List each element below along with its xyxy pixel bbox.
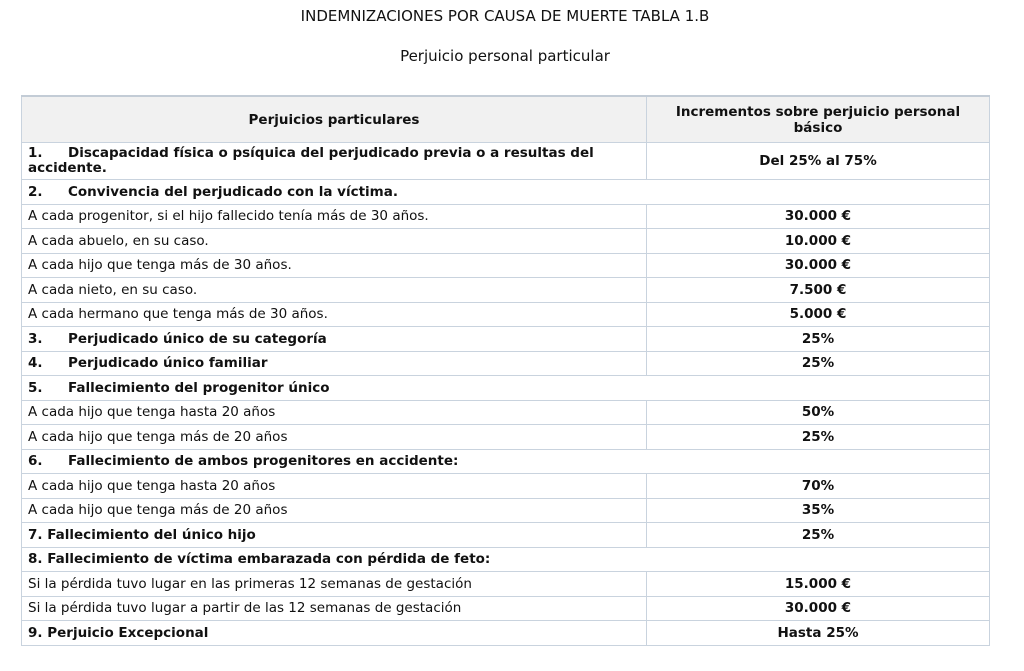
table-row <box>22 278 990 303</box>
section-heading-cell <box>22 180 990 205</box>
table-header-row <box>22 96 990 143</box>
item-label-cell <box>22 596 647 621</box>
section-label: Perjuicio Excepcional <box>47 624 209 641</box>
item-label: Si la pérdida tuvo lugar en las primeras 12 semanas de gestación <box>28 575 472 592</box>
table-row <box>22 498 990 523</box>
section-label: Fallecimiento del progenitor único <box>68 379 330 396</box>
item-label-cell <box>22 278 647 303</box>
section-heading-cell <box>22 547 990 572</box>
item-label: A cada hijo que tenga más de 20 años <box>28 428 288 445</box>
item-label-cell <box>22 229 647 254</box>
increment-value-cell: 35% <box>647 498 990 523</box>
section-label: Fallecimiento del único hijo <box>47 526 256 543</box>
item-label-cell <box>22 302 647 327</box>
increment-value-cell: 7.500 € <box>647 278 990 303</box>
item-label: A cada hijo que tenga hasta 20 años <box>28 404 276 421</box>
table-row <box>22 400 990 425</box>
table-row <box>22 302 990 327</box>
item-label-cell <box>22 572 647 597</box>
item-label: A cada hijo que tenga más de 30 años. <box>28 257 292 274</box>
section-label: Perjudicado único de su categoría <box>68 330 327 347</box>
increment-value-cell: Del 25% al 75% <box>647 143 990 180</box>
section-number: 5. <box>28 379 43 396</box>
increment-value-cell: 25% <box>647 425 990 450</box>
item-label: Si la pérdida tuvo lugar a partir de las 12 semanas de gestación <box>28 600 462 617</box>
section-heading-cell <box>22 351 647 376</box>
increment-value-cell: 70% <box>647 474 990 499</box>
table-body <box>22 143 990 646</box>
increment-value-cell: 30.000 € <box>647 596 990 621</box>
increment-value-cell: 50% <box>647 400 990 425</box>
table-header <box>22 96 990 143</box>
table-row <box>22 449 990 474</box>
item-label: A cada progenitor, si el hijo fallecido tenía más de 30 años. <box>28 208 429 225</box>
section-heading-cell <box>22 143 647 180</box>
item-label: A cada hermano que tenga más de 30 años. <box>28 306 328 323</box>
item-label: A cada hijo que tenga más de 20 años <box>28 502 288 519</box>
increment-value-cell: 25% <box>647 351 990 376</box>
increment-value-cell: 10.000 € <box>647 229 990 254</box>
header-incrementos: Incrementos sobre perjuicio personal básico <box>647 96 990 143</box>
table-row <box>22 474 990 499</box>
section-heading-cell <box>22 327 647 352</box>
section-number: 8. <box>28 551 43 568</box>
section-number: 7. <box>28 526 43 543</box>
item-label-cell <box>22 498 647 523</box>
section-number: 4. <box>28 355 43 372</box>
item-label: A cada hijo que tenga hasta 20 años <box>28 477 276 494</box>
header-perjuicios-particulares: Perjuicios particulares <box>22 96 647 143</box>
table-row <box>22 596 990 621</box>
section-heading-cell <box>22 621 647 646</box>
section-heading-cell <box>22 376 990 401</box>
section-number: 3. <box>28 330 43 347</box>
increment-value-cell: 30.000 € <box>647 253 990 278</box>
item-label-cell <box>22 400 647 425</box>
increment-value-cell: Hasta 25% <box>647 621 990 646</box>
item-label: A cada nieto, en su caso. <box>28 281 198 298</box>
increment-value-cell: 5.000 € <box>647 302 990 327</box>
damages-table-container <box>21 95 990 646</box>
section-heading-cell <box>22 449 990 474</box>
table-row <box>22 327 990 352</box>
table-row <box>22 253 990 278</box>
section-number: 6. <box>28 453 43 470</box>
section-label: Discapacidad física o psíquica del perjudicado previa o a resultas del accidente. <box>28 145 594 176</box>
table-row <box>22 204 990 229</box>
section-label: Convivencia del perjudicado con la víctima. <box>68 183 398 200</box>
item-label: A cada abuelo, en su caso. <box>28 232 209 249</box>
table-row <box>22 621 990 646</box>
item-label-cell <box>22 253 647 278</box>
page-title: INDEMNIZACIONES POR CAUSA DE MUERTE TABLA 1.B <box>300 7 710 25</box>
section-label: Fallecimiento de ambos progenitores en accidente: <box>68 453 459 470</box>
table-row <box>22 523 990 548</box>
table-row <box>22 229 990 254</box>
page-subtitle: Perjuicio personal particular <box>400 47 610 65</box>
table-row <box>22 376 990 401</box>
table-row <box>22 425 990 450</box>
table-row <box>22 572 990 597</box>
increment-value-cell: 25% <box>647 327 990 352</box>
section-heading-cell <box>22 523 647 548</box>
increment-value-cell: 30.000 € <box>647 204 990 229</box>
section-number: 1. <box>28 145 43 161</box>
section-number: 2. <box>28 183 43 200</box>
item-label-cell <box>22 425 647 450</box>
item-label-cell <box>22 474 647 499</box>
section-label: Fallecimiento de víctima embarazada con pérdida de feto: <box>47 551 491 568</box>
increment-value-cell: 25% <box>647 523 990 548</box>
table-row <box>22 351 990 376</box>
item-label-cell <box>22 204 647 229</box>
increment-value-cell: 15.000 € <box>647 572 990 597</box>
damages-table <box>21 95 990 646</box>
table-row <box>22 547 990 572</box>
table-row <box>22 180 990 205</box>
section-label: Perjudicado único familiar <box>68 355 268 372</box>
section-number: 9. <box>28 624 43 641</box>
table-row <box>22 143 990 180</box>
